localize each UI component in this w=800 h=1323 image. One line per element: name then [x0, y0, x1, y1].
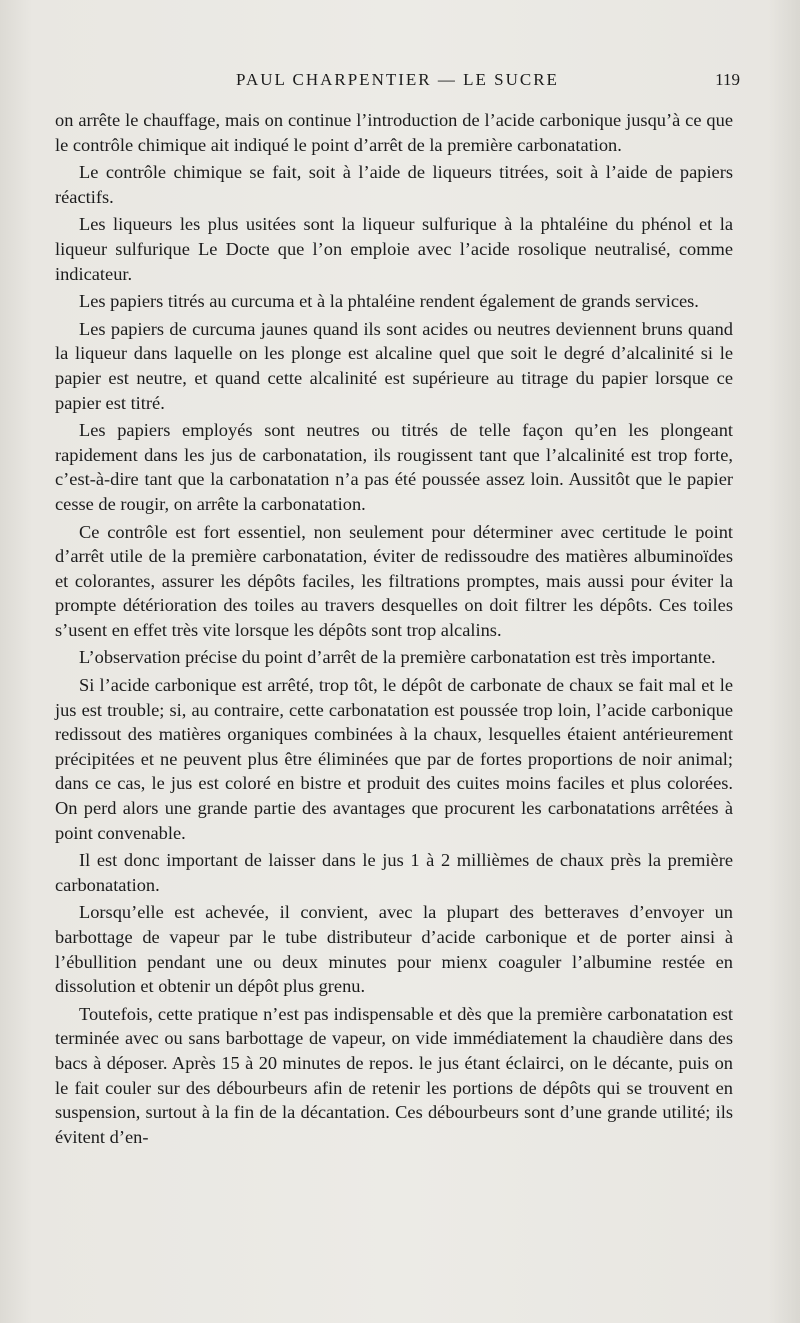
body-text	[55, 108, 733, 1149]
paragraph: Les papiers titrés au curcuma et à la phtaléine rendent également de grands services.	[79, 291, 699, 312]
paragraph: Si l’acide carbonique est arrêté, trop tôt, le dépôt de carbonate de chaux se fait mal et le jus est trouble; si, au contraire, cette carbonatation est poussée trop loin, l’acide carbonique redissout des matières organiques combinées à la chaux, lesquelles étaient antérieurement précipitées et ne peuvent plus être éliminées que par de fortes proportions de noir animal; dans ce cas, le jus est coloré en bistre et produit des cuites moins faciles et plus colorées. On perd alors une grande partie des avantages que procurent les carbonatations arrêtées à point convenable.	[55, 675, 733, 843]
paragraph: Toutefois, cette pratique n’est pas indispensable et dès que la première carbonatation est terminée avec ou sans barbottage de vapeur, on vide immédiatement la chaudière dans des bacs à déposer. Après 15 à 20 minutes de repos. le jus étant éclairci, on le décante, puis on le fait couler sur des débourbeurs afin de retenir les portions de dépôts qui se trouvent en suspension, surtout à la fin de la décantation. Ces débourbeurs sont d’une grande utilité; ils évitent d’en-	[55, 1003, 733, 1147]
paragraph: on arrête le chauffage, mais on continue l’introduction de l’acide carbonique jusqu’à ce que le contrôle chimique ait indiqué le point d’arrêt de la première carbonatation.	[55, 110, 733, 155]
page-number: 119	[715, 70, 740, 89]
paragraph: Le contrôle chimique se fait, soit à l’aide de liqueurs titrées, soit à l’aide de papiers réactifs.	[55, 162, 733, 207]
paragraph: Les liqueurs les plus usitées sont la liqueur sulfurique à la phtaléine du phénol et la liqueur sulfurique Le Docte que l’on emploie avec l’acide rosolique neutralisé, comme indicateur.	[55, 214, 733, 284]
paragraph: Les papiers de curcuma jaunes quand ils sont acides ou neutres deviennent bruns quand la liqueur dans laquelle on les plonge est alcaline quel que soit le degré d’alcalinité si le papier est neutre, et quand cette alcalinité est supérieure au titrage du papier lorsque ce papier est titré.	[55, 318, 733, 413]
paragraph: Il est donc important de laisser dans le jus 1 à 2 millièmes de chaux près la première carbonatation.	[55, 850, 733, 895]
paragraph: Les papiers employés sont neutres ou titrés de telle façon qu’en les plongeant rapidement dans les jus de carbonatation, ils rougissent tant que l’alcalinité est trop forte, c’est-à-dire tant que la carbonatation n’a pas été poussée assez loin. Aussitôt que le papier cesse de rougir, on arrête la carbonatation.	[55, 420, 733, 514]
paragraph: L’observation précise du point d’arrêt de la première carbonatation est très importante.	[79, 647, 716, 668]
paragraph: Lorsqu’elle est achevée, il convient, avec la plupart des betteraves d’envoyer un barbottage de vapeur par le tube distributeur d’acide carbonique et de porter ainsi à l’ébullition pendant une ou deux minutes pour mienx coaguler l’albumine restée en dissolution et obtenir un dépôt plus grenu.	[55, 902, 733, 997]
running-title: PAUL CHARPENTIER — LE SUCRE	[236, 70, 559, 89]
paragraph: Ce contrôle est fort essentiel, non seulement pour déterminer avec certitude le point d’arrêt utile de la première carbonatation, éviter de redissoudre des matières albuminoïdes et colorantes, assurer les dépôts faciles, les filtrations promptes, mais aussi pour éviter la prompte détérioration des toiles au travers desquelles on doit filtrer les dépôts. Ces toiles s’usent en effet très vite lorsque les dépôts sont trop alcalins.	[55, 521, 733, 640]
running-head	[55, 70, 740, 96]
